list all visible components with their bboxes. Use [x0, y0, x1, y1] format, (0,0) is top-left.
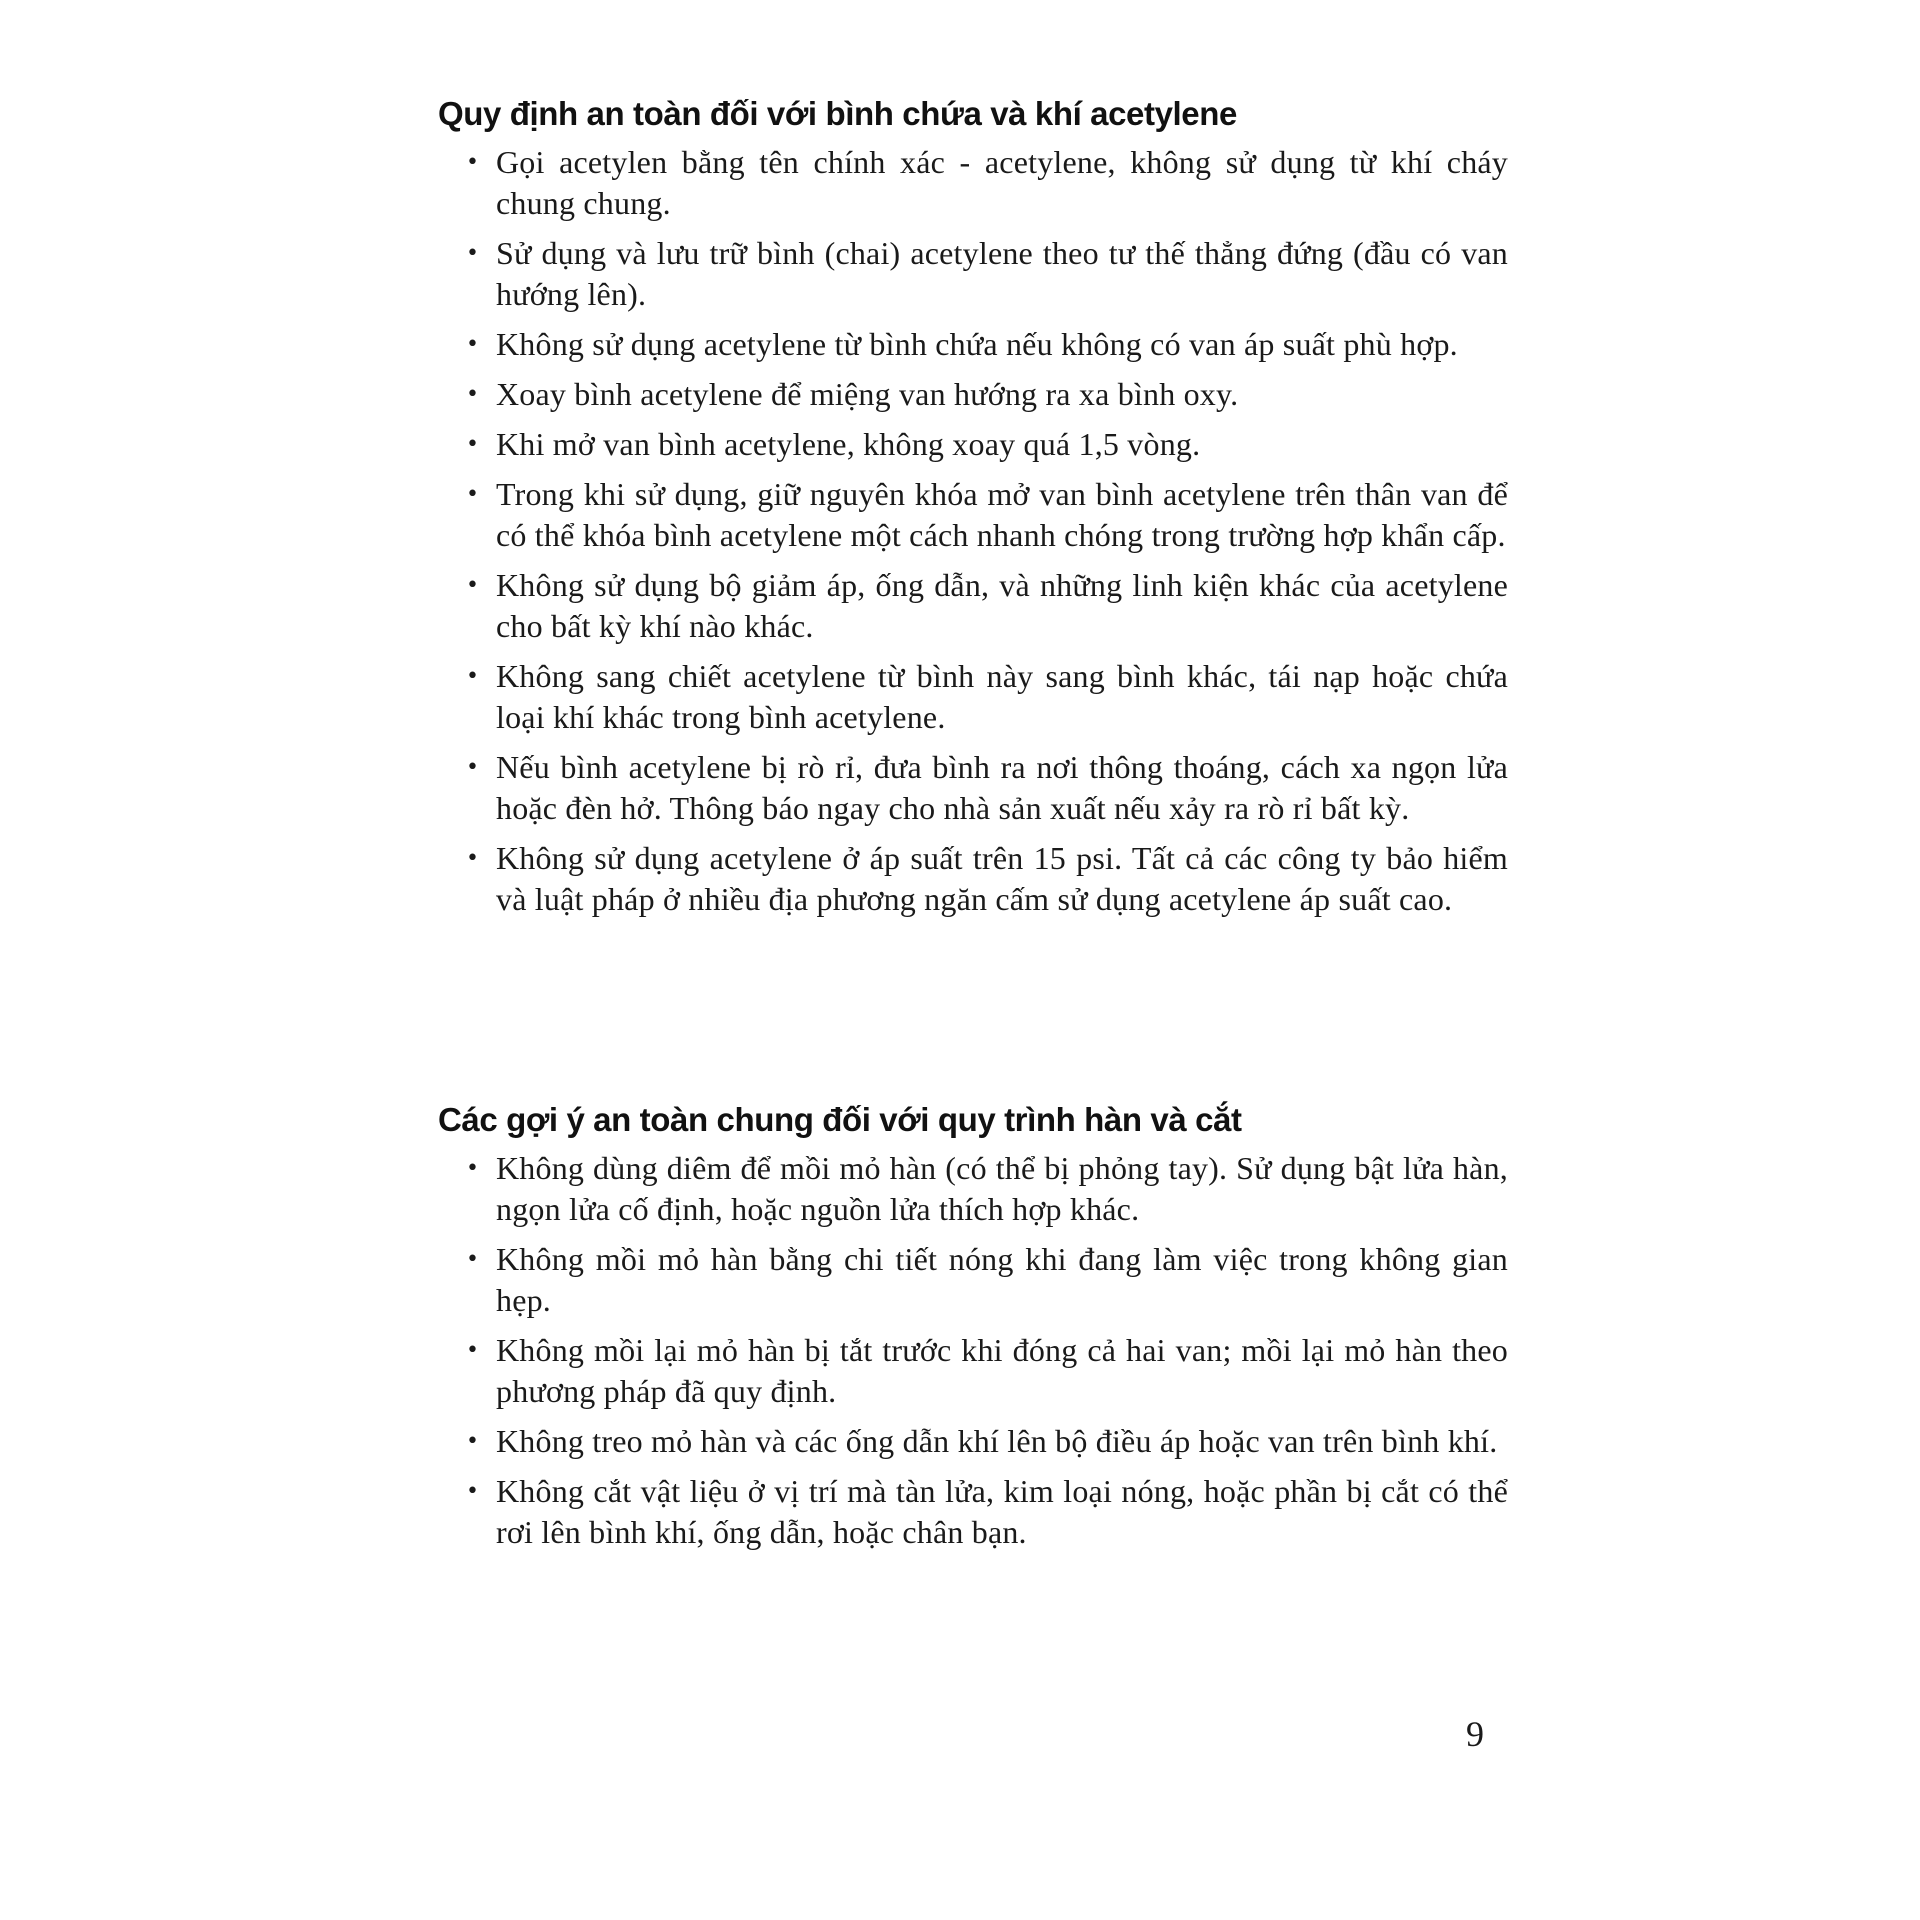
section-general-welding-cutting-safety [438, 1098, 1508, 1562]
list-item-text: Không sang chiết acetylene từ bình này sang bình khác, tái nạp hoặc chứa loại khí khác trong bình acetylene. [496, 658, 1508, 735]
list-item-text: Không mồi mỏ hàn bằng chi tiết nóng khi đang làm việc trong không gian hẹp. [496, 1241, 1508, 1318]
list-item [466, 747, 1508, 829]
list-item-text: Nếu bình acetylene bị rò rỉ, đưa bình ra nơi thông thoáng, cách xa ngọn lửa hoặc đèn hở. Thông báo ngay cho nhà sản xuất nếu xảy ra rò rỉ bất kỳ. [496, 749, 1508, 826]
bullet-icon: • [466, 382, 480, 407]
section-heading: Các gợi ý an toàn chung đối với quy trình hàn và cắt [438, 1101, 1242, 1138]
list-item-text: Không cắt vật liệu ở vị trí mà tàn lửa, kim loại nóng, hoặc phần bị cắt có thể rơi lên bình khí, ống dẫn, hoặc chân bạn. [496, 1473, 1508, 1550]
list-item-text: Không sử dụng acetylene ở áp suất trên 15 psi. Tất cả các công ty bảo hiểm và luật pháp ở nhiều địa phương ngăn cấm sử dụng acetylene áp suất cao. [496, 840, 1508, 917]
list-item [466, 1421, 1508, 1462]
list-item-text: Không mồi lại mỏ hàn bị tắt trước khi đóng cả hai van; mồi lại mỏ hàn theo phương pháp đã quy định. [496, 1332, 1508, 1409]
list-item-text: Không dùng diêm để mồi mỏ hàn (có thể bị phỏng tay). Sử dụng bật lửa hàn, ngọn lửa cố định, hoặc nguồn lửa thích hợp khác. [496, 1150, 1508, 1227]
bullet-icon: • [466, 332, 480, 357]
list-item [466, 142, 1508, 224]
bullet-icon: • [466, 846, 480, 871]
section-acetylene-cylinder-safety [438, 92, 1508, 929]
list-item [466, 324, 1508, 365]
list-item [466, 656, 1508, 738]
list-item [466, 838, 1508, 920]
bullet-icon: • [466, 432, 480, 457]
list-item [466, 1471, 1508, 1553]
list-item-text: Không sử dụng bộ giảm áp, ống dẫn, và những linh kiện khác của acetylene cho bất kỳ khí nào khác. [496, 567, 1508, 644]
list-item [466, 474, 1508, 556]
list-item [466, 1330, 1508, 1412]
bullet-icon: • [466, 1247, 480, 1272]
list-item-text: Khi mở van bình acetylene, không xoay quá 1,5 vòng. [496, 426, 1201, 462]
list-item-text: Không treo mỏ hàn và các ống dẫn khí lên bộ điều áp hoặc van trên bình khí. [496, 1423, 1498, 1459]
list-item [466, 1148, 1508, 1230]
list-item-text: Không sử dụng acetylene từ bình chứa nếu không có van áp suất phù hợp. [496, 326, 1458, 362]
list-item-text: Gọi acetylen bằng tên chính xác - acetylene, không sử dụng từ khí cháy chung chung. [496, 144, 1508, 221]
list-item [466, 1239, 1508, 1321]
bullet-icon: • [466, 150, 480, 175]
list-item [466, 565, 1508, 647]
page-number: 9 [1466, 1714, 1484, 1754]
bullet-icon: • [466, 1338, 480, 1363]
list-item-text: Xoay bình acetylene để miệng van hướng ra xa bình oxy. [496, 376, 1239, 412]
bullet-icon: • [466, 573, 480, 598]
list-item [466, 424, 1508, 465]
bullet-list [438, 1148, 1508, 1553]
list-item [466, 233, 1508, 315]
bullet-icon: • [466, 482, 480, 507]
list-item-text: Sử dụng và lưu trữ bình (chai) acetylene theo tư thế thẳng đứng (đầu có van hướng lên). [496, 235, 1508, 312]
bullet-icon: • [466, 1429, 480, 1454]
section-heading: Quy định an toàn đối với bình chứa và khí acetylene [438, 95, 1237, 132]
list-item [466, 374, 1508, 415]
list-item-text: Trong khi sử dụng, giữ nguyên khóa mở van bình acetylene trên thân van để có thể khóa bình acetylene một cách nhanh chóng trong trường hợp khẩn cấp. [496, 476, 1508, 553]
bullet-icon: • [466, 664, 480, 689]
bullet-icon: • [466, 1156, 480, 1181]
bullet-list [438, 142, 1508, 920]
bullet-icon: • [466, 241, 480, 266]
bullet-icon: • [466, 755, 480, 780]
bullet-icon: • [466, 1479, 480, 1504]
